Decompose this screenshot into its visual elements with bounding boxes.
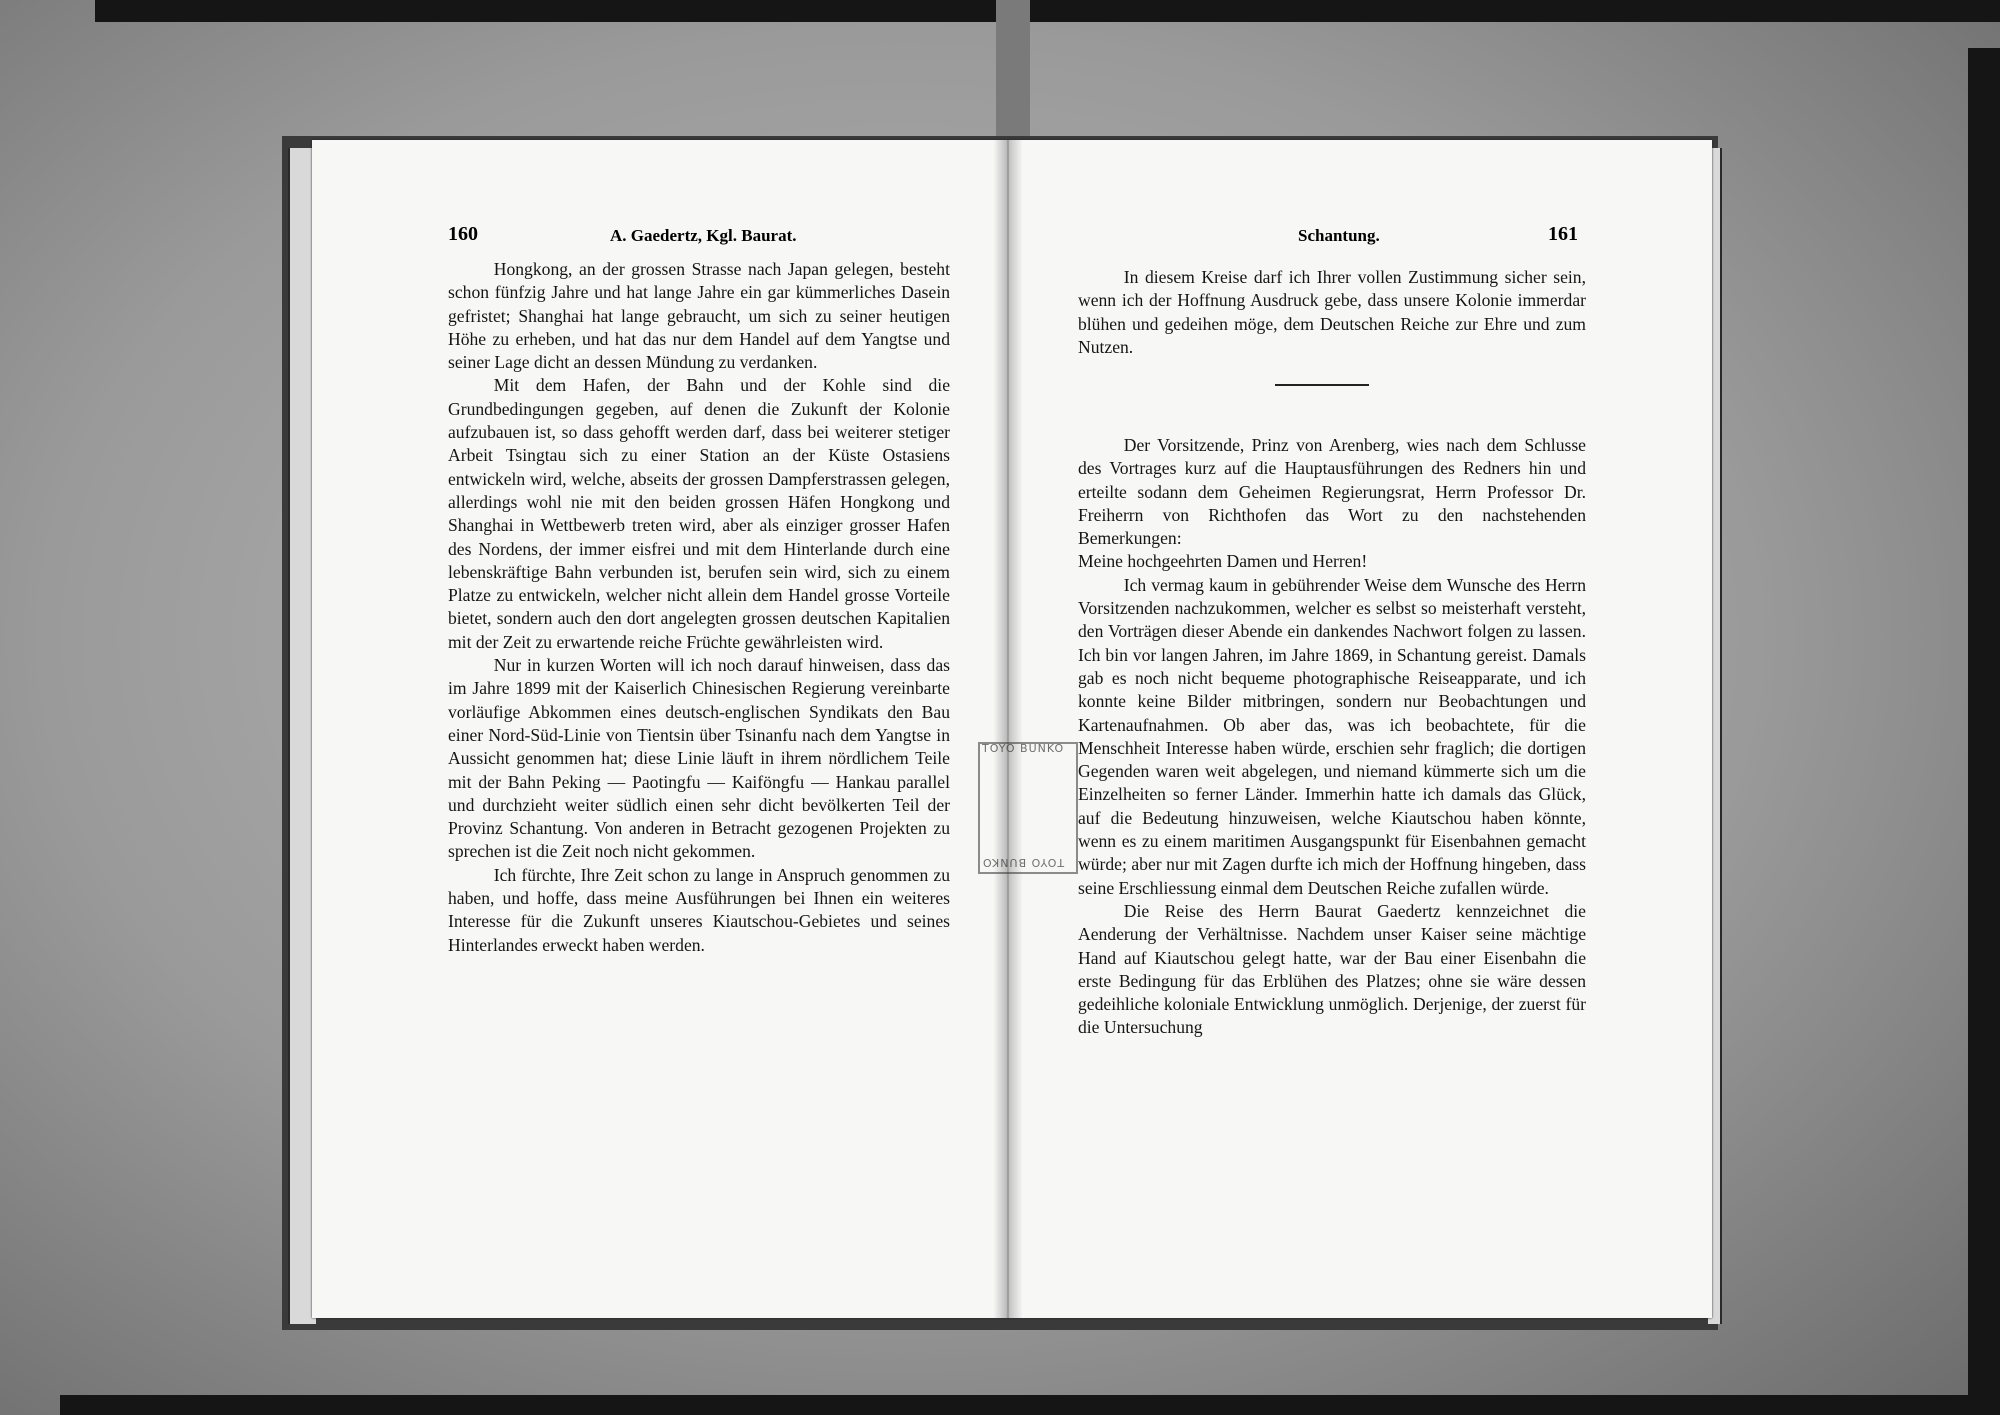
bottom-dark-band — [60, 1395, 2000, 1415]
section-divider — [1275, 384, 1369, 386]
top-dark-band — [95, 0, 2000, 22]
right-page-number: 161 — [1548, 223, 1578, 245]
right-dark-band — [1968, 48, 2000, 1415]
center-top-strip — [996, 0, 1030, 140]
left-page-number: 160 — [448, 223, 478, 245]
right-paragraph: Die Reise des Herrn Baurat Gaedertz kennzeichnet die Aenderung der Verhältnisse. Nachdem unser Kaiser seine mächtige Hand auf Kiautschou gelegt hatte, war der Bau einer Eisenbahn die erste Bedingung für das Erblühen des Platzes; ohne sie wäre dessen gedeihliche koloniale Entwicklung unmöglich. Derjenige, der zuerst für die Untersuchung — [1078, 900, 1586, 1038]
book-gutter — [994, 140, 1022, 1318]
library-stamp — [978, 742, 1078, 874]
right-page-lower-body — [1078, 434, 1586, 1040]
stamp-label-bottom: TOYO BUNKO — [982, 856, 1065, 869]
right-paragraph: Der Vorsitzende, Prinz von Arenberg, wies nach dem Schlusse des Vortrages kurz auf die Hauptausführungen des Redners hin und erteilte sodann dem Geheimen Regierungsrat, Herrn Professor Dr. Freiherrn von Richthofen das Wort zu den nachstehenden Bemerkungen: — [1078, 435, 1586, 549]
right-paragraph: In diesem Kreise darf ich Ihrer vollen Zustimmung sicher sein, wenn ich der Hoffnung Ausdruck gebe, dass unsere Kolonie immerdar blühen und gedeihen möge, dem Deutschen Reiche zur Ehre und zum Nutzen. — [1078, 267, 1586, 357]
left-paragraph: Mit dem Hafen, der Bahn und der Kohle sind die Grundbedingungen gegeben, auf denen die Zukunft der Kolonie aufzubauen ist, so dass gehofft werden darf, dass bei weiterer stetiger Arbeit Tsingtau sich zu einer Station an der Küste Ostasiens entwickeln wird, welche, abseits der grossen Dampferstrassen gelegen, allerdings wohl nie mit den beiden grossen Häfen Hongkong und Shanghai in Wettbewerb treten wird, aber als einziger grosser Hafen des Nordens, der immer eisfrei und mit dem Hinterlande durch eine lebenskräftige Bahn verbunden ist, berufen sein wird, sich zu einem Platze zu entwickeln, welcher nicht allein dem Handel grosse Vorteile bietet, sondern auch den dort angelegten grossen deutschen Kapitalien mit der Zeit zu erwartende reiche Früchte gewährleisten wird. — [448, 375, 950, 652]
right-running-head: Schantung. — [1298, 226, 1380, 245]
left-paragraph: Hongkong, an der grossen Strasse nach Japan gelegen, besteht schon fünfzig Jahre und hat lange Jahre ein gar kümmerliches Dasein gefristet; Shanghai hat lange gebraucht, um sich zu seiner heutigen Höhe zu erheben, und hat das nur dem Handel auf dem Yangtse und seiner Lage dicht an dessen Mündung zu verdanken. — [448, 259, 950, 373]
stamp-label-top: TOYO BUNKO — [982, 742, 1065, 755]
left-page-body — [448, 258, 950, 957]
left-paragraph: Ich fürchte, Ihre Zeit schon zu lange in Anspruch genommen zu haben, und hoffe, dass meine Ausführungen bei Ihnen ein weiteres Interesse für die Zukunft unseres Kiautschou-Gebietes und seines Hinterlandes erweckt haben werden. — [448, 864, 950, 955]
right-page-top-body — [1078, 266, 1586, 359]
salutation: Meine hochgeehrten Damen und Herren! — [1078, 551, 1368, 572]
left-running-head: A. Gaedertz, Kgl. Baurat. — [610, 226, 797, 245]
left-paragraph: Nur in kurzen Worten will ich noch darauf hinweisen, dass das im Jahre 1899 mit der Kaiserlich Chinesischen Regierung vereinbarte vorläufige Abkommen eines deutsch-englischen Syndikats den Bau einer Nord-Süd-Linie von Tientsin über Tsinanfu nach dem Yangtse in Aussicht genommen hat; diese Linie läuft in ihrem nördlichem Teile mit der Bahn Peking — Paotingfu — Kaiföngfu — Hankau parallel und durchzieht weiter südlich einen sehr dicht bevölkerten Teil der Provinz Schantung. Von anderen in Betracht gezogenen Projekten zu sprechen ist die Zeit noch nicht gekommen. — [448, 655, 950, 862]
right-paragraph: Ich vermag kaum in gebührender Weise dem Wunsche des Herrn Vorsitzenden nachzukommen, welcher es selbst so meisterhaft versteht, den Vorträgen dieser Abende ein dankendes Nachwort folgen zu lassen. Ich bin vor langen Jahren, im Jahre 1869, in Schantung gereist. Damals gab es noch nicht bequeme photographische Reiseapparate, und ich konnte keine Bilder mitbringen, sondern nur Beobachtungen und Kartenaufnahmen. Ob aber das, was ich beobachtete, für die Menschheit Interesse haben würde, erschien sehr fraglich; die dortigen Gegenden waren weit abgelegen, und niemand kümmerte sich um die Einzelheiten so ferner Länder. Immerhin hatte ich damals das Glück, auf die Bedeutung hinzuweisen, welche Kiautschou haben könnte, wenn es zu einem maritimen Ausgangspunkt für Eisenbahnen gemacht würde; aber nur mit Zagen durfte ich mich der Hoffnung hingeben, dass seine Erschliessung einmal dem Deutschen Reiche zufallen würde. — [1078, 574, 1586, 898]
